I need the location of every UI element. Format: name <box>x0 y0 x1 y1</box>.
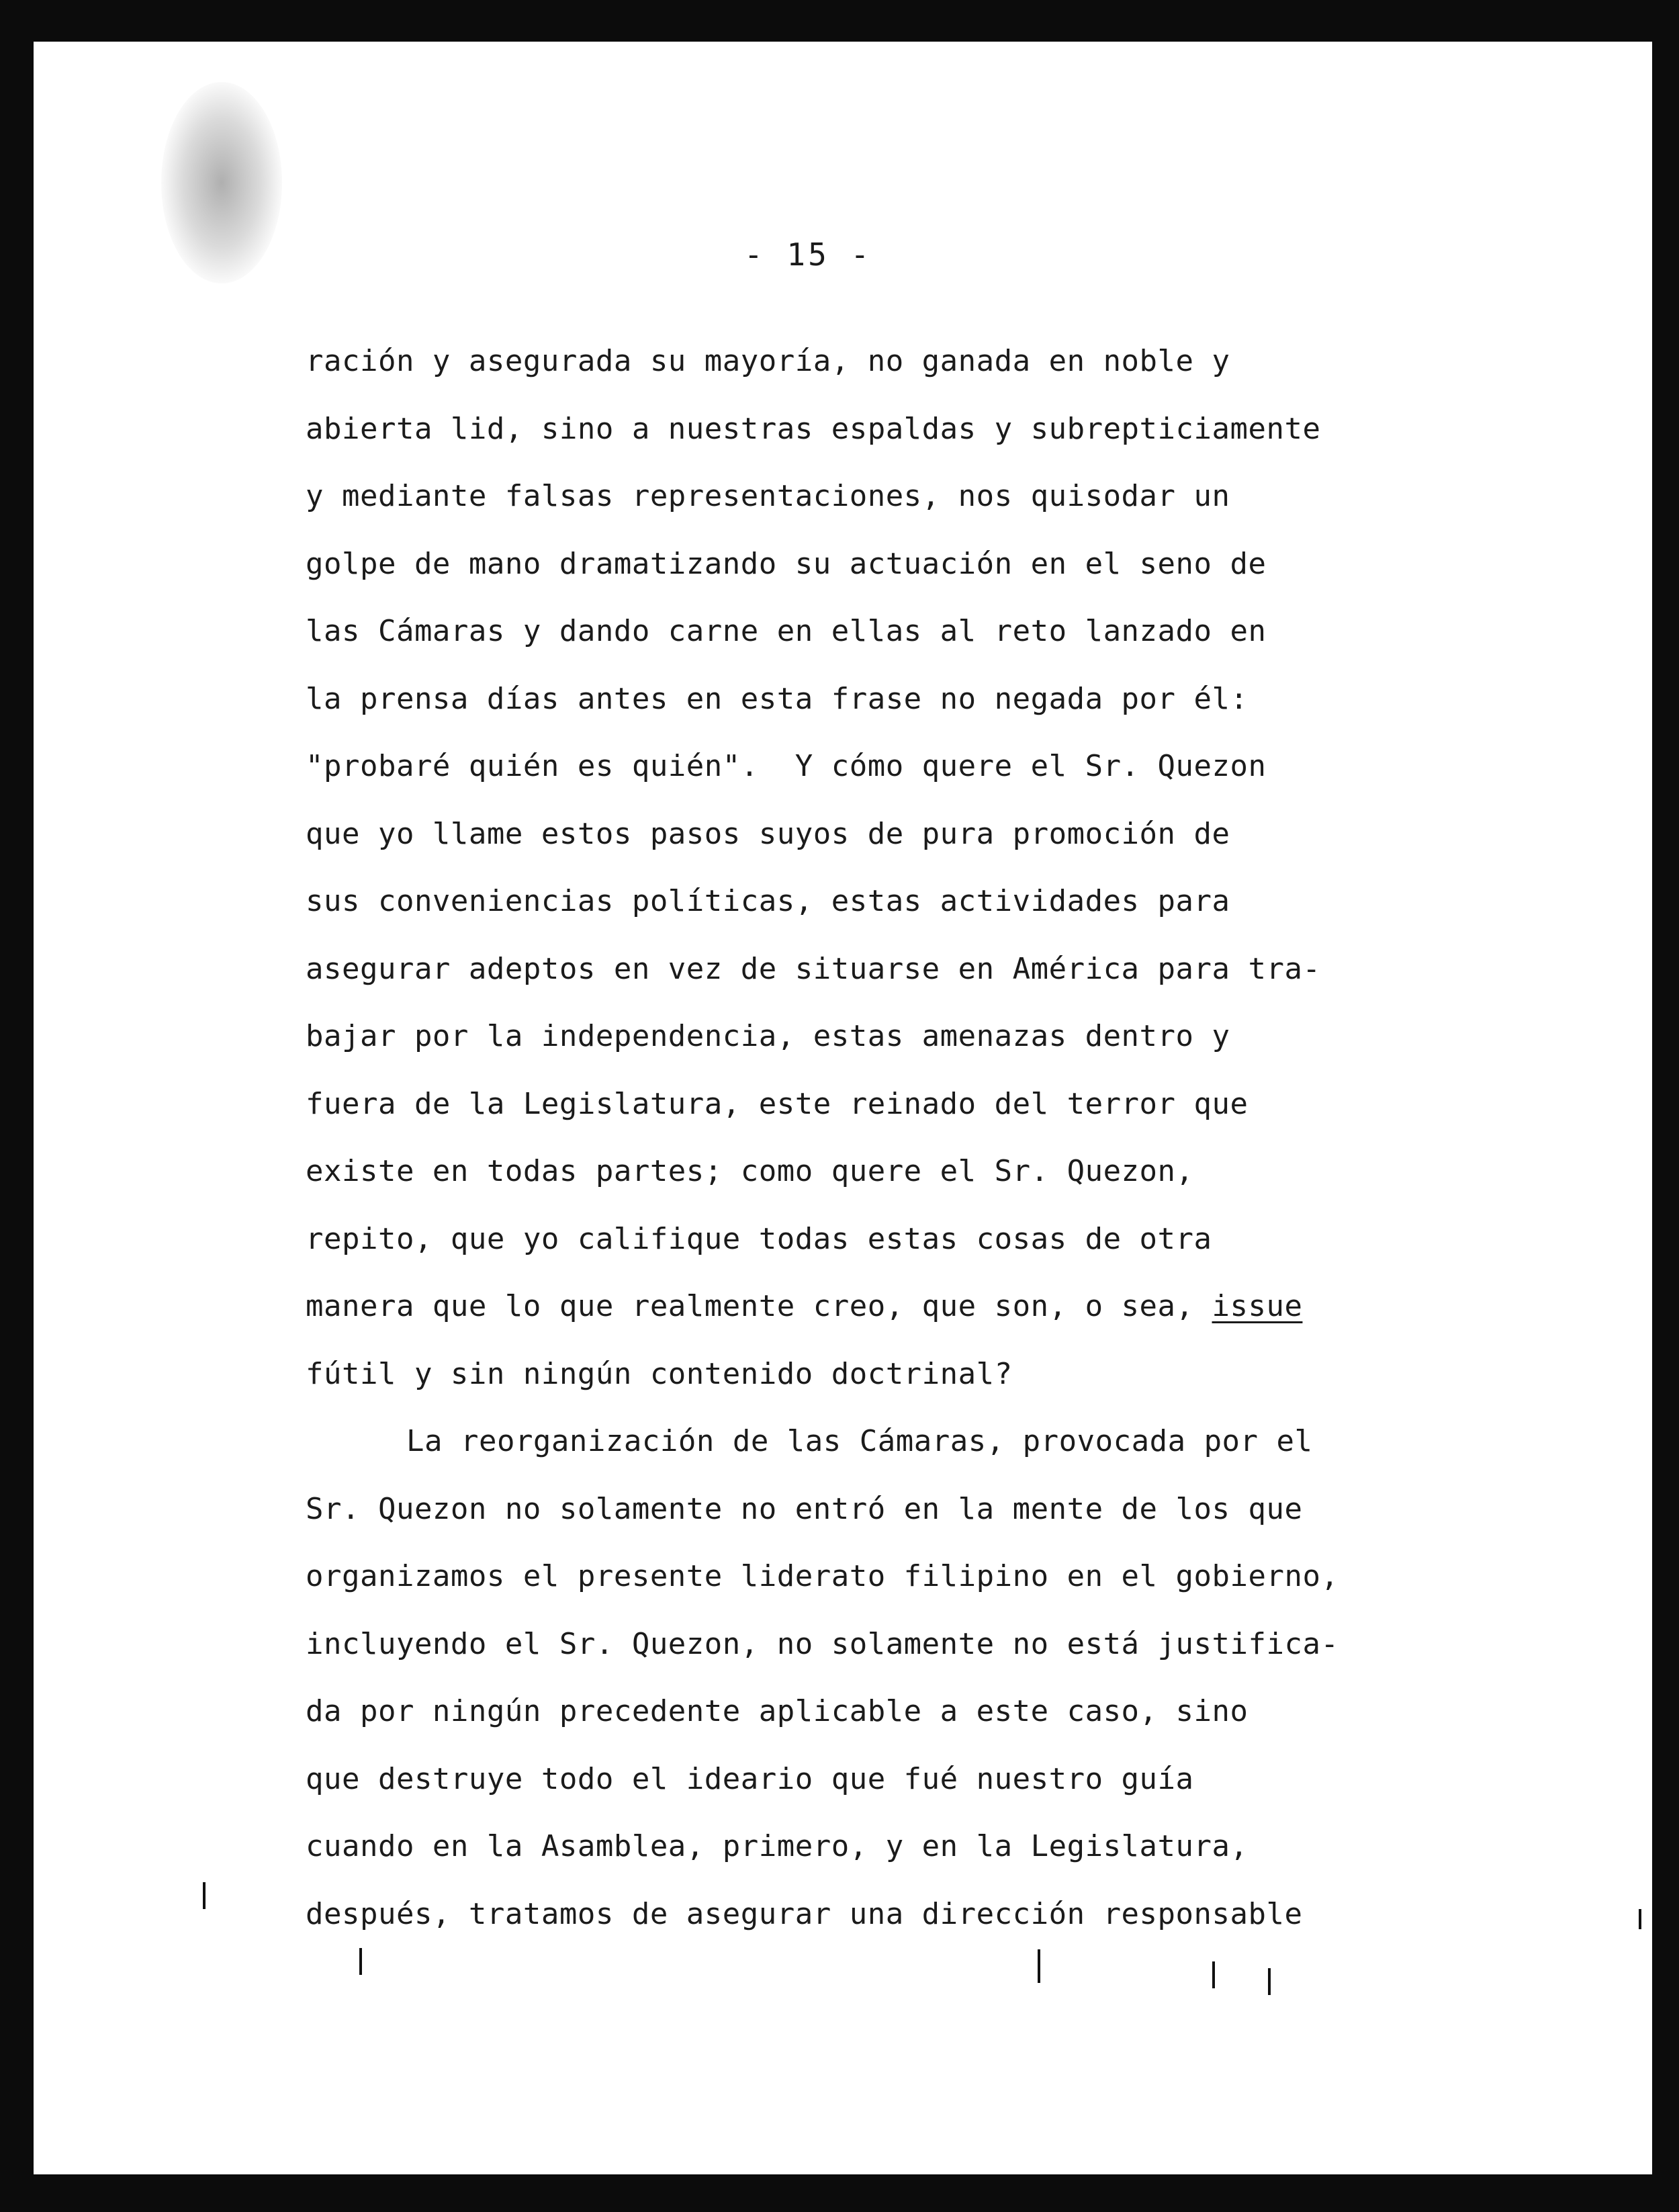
text-line: cuando en la Asamblea, primero, y en la Legislatura, <box>306 1829 1249 1863</box>
text-line: repito, que yo califique todas estas cosas de otra <box>306 1221 1212 1256</box>
stray-mark <box>1212 1961 1215 1988</box>
text-line: fuera de la Legislatura, este reinado del terror que <box>306 1086 1249 1121</box>
page-number: - 15 - <box>744 236 872 273</box>
text-line: da por ningún precedente aplicable a este caso, sino <box>306 1694 1249 1728</box>
stray-mark <box>1038 1949 1040 1983</box>
stray-mark <box>203 1882 206 1909</box>
text-line <box>306 1286 1461 1354</box>
text-line: existe en todas partes; como quere el Sr. Quezon, <box>306 1154 1194 1188</box>
text-line: las Cámaras y dando carne en ellas al reto lanzado en <box>306 614 1267 648</box>
text-line: y mediante falsas representaciones, nos quisodar un <box>306 479 1230 513</box>
ink-smudge <box>161 82 282 283</box>
text-line: golpe de mano dramatizando su actuación en el seno de <box>306 546 1267 581</box>
stray-mark <box>1639 1909 1641 1929</box>
text-line: después, tratamos de asegurar una dirección responsable <box>306 1896 1303 1931</box>
stray-mark <box>359 1948 362 1975</box>
text-line: incluyendo el Sr. Quezon, no solamente no está justifica- <box>306 1626 1339 1661</box>
text-line-start: manera que lo que realmente creo, que son, o sea, <box>306 1289 1212 1323</box>
body-text <box>306 341 1461 1961</box>
text-line: asegurar adeptos en vez de situarse en América para tra- <box>306 951 1321 986</box>
paragraph-first-line: La reorganización de las Cámaras, provocada por el <box>406 1424 1313 1458</box>
underlined-word: issue <box>1212 1289 1303 1323</box>
text-line: Sr. Quezon no solamente no entró en la mente de los que <box>306 1491 1303 1526</box>
text-line: fútil y sin ningún contenido doctrinal? <box>306 1356 1013 1391</box>
text-line: "probaré quién es quién". Y cómo quere el Sr. Quezon <box>306 749 1267 783</box>
text-line: que yo llame estos pasos suyos de pura promoción de <box>306 816 1230 851</box>
text-line: la prensa días antes en esta frase no negada por él: <box>306 681 1249 716</box>
text-line: que destruye todo el ideario que fué nuestro guía <box>306 1761 1194 1796</box>
text-line: abierta lid, sino a nuestras espaldas y subrepticiamente <box>306 411 1321 446</box>
text-line: sus conveniencias políticas, estas actividades para <box>306 884 1230 918</box>
text-line: ración y asegurada su mayoría, no ganada en noble y <box>306 344 1230 378</box>
text-line: bajar por la independencia, estas amenazas dentro y <box>306 1019 1230 1053</box>
stray-mark <box>1268 1968 1271 1995</box>
text-line: organizamos el presente liderato filipino en el gobierno, <box>306 1559 1339 1593</box>
